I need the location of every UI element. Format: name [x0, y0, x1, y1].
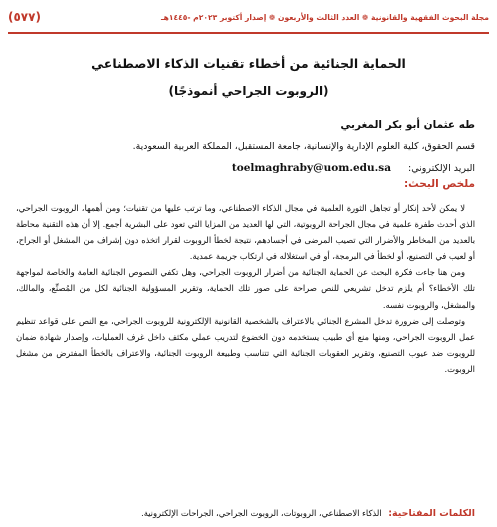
keywords-label: الكلمات المفتاحية:	[388, 508, 475, 519]
abstract-paragraph: ومن هنا جاءت فكرة البحث عن الحماية الجنائية من أضرار الروبوت الجراحي، وهل تكفي النصوص الجنائية العامة والخاصة لمواجهة تلك الأخطاء؟ أم يلزم تدخل تشريعي للنص صراحة على صور تلك الحماية، وتقرير المسؤولية الجنائية لكل من المُصنِّع، والمالك، والمشغل، والروبوت نفسه.	[16, 267, 475, 310]
header-rule	[8, 32, 489, 34]
author-name: طه عثمان أبو بكر المغربي	[340, 119, 475, 131]
abstract-body	[16, 200, 475, 377]
email-row	[22, 161, 475, 176]
email-link[interactable]: toelmaghraby@uom.edu.sa	[231, 162, 392, 174]
journal-title: مجلة البحوث الفقهية والقانونية ❁ العدد الثالث والأربعون ❁ إصدار أكتوبر ٢٠٢٣م -١٤٤٥هـ	[160, 12, 489, 22]
abstract-heading: ملخص البحث:	[403, 178, 475, 190]
abstract-paragraph: لا يمكن لأحد إنكار أو تجاهل الثورة العلمية في مجال الذكاء الاصطناعي، وما ترتب عليها من تقنيات؛ ومن أهمها، الروبوت الجراحي، الذي أحدث طفرة علمية في مجال الجراحة الروبوتية، التي لها العديد من المزايا التي تعود على البشرية أجمع. إلا أن هذه التقنية محاطة بالعديد من المخاطر والأضرار التي تصيب المرضى في أجسادهم، نتيجة لخطأ الروبوت لقرار اتخذه دون إشراف من المشغل أو الجراح، أو لعيب في التصنيع، أو لخطأ في البرمجة، أو في استغلاله في ارتكاب جريمة عمدية.	[16, 203, 475, 262]
author-affiliation: قسم الحقوق، كلية العلوم الإدارية والإنسانية، جامعة المستقبل، المملكة العربية السعودية.	[132, 141, 475, 152]
page-number: (٥٧٧)	[8, 10, 41, 24]
paper-title: الحماية الجنائية من أخطاء تقنيات الذكاء الاصطناعي	[91, 56, 406, 71]
keywords-list: الذكاء الاصطناعي، الروبوتات، الروبوت الجراحي، الجراحات الإلكترونية.	[141, 508, 382, 518]
abstract-paragraph: وتوصلت إلى ضرورة تدخل المشرع الجنائي بالاعتراف بالشخصية القانونية الإلكترونية للروبوت الجراحي، مع النص على قواعد تنظيم عمل الروبوت الجراحي، ومنها منع أي طبيب يستخدمه دون الخضوع لتدريب عملي مكثف داخل غرف العمليات، وإصدار شهادة ضمان للروبوت ضد عيوب التصنيع، وتقرير العقوبات الجنائية التي تتناسب وطبيعة الروبوت الجنائية، والاعتراف بالخطأ المفترض من مشغل الروبوت.	[16, 315, 475, 374]
journal-header	[8, 6, 489, 28]
email-label: البريد الإلكتروني:	[408, 163, 475, 174]
paper-subtitle: (الروبوت الجراحي أنموذجًا)	[168, 84, 329, 98]
keywords-row	[22, 508, 475, 519]
